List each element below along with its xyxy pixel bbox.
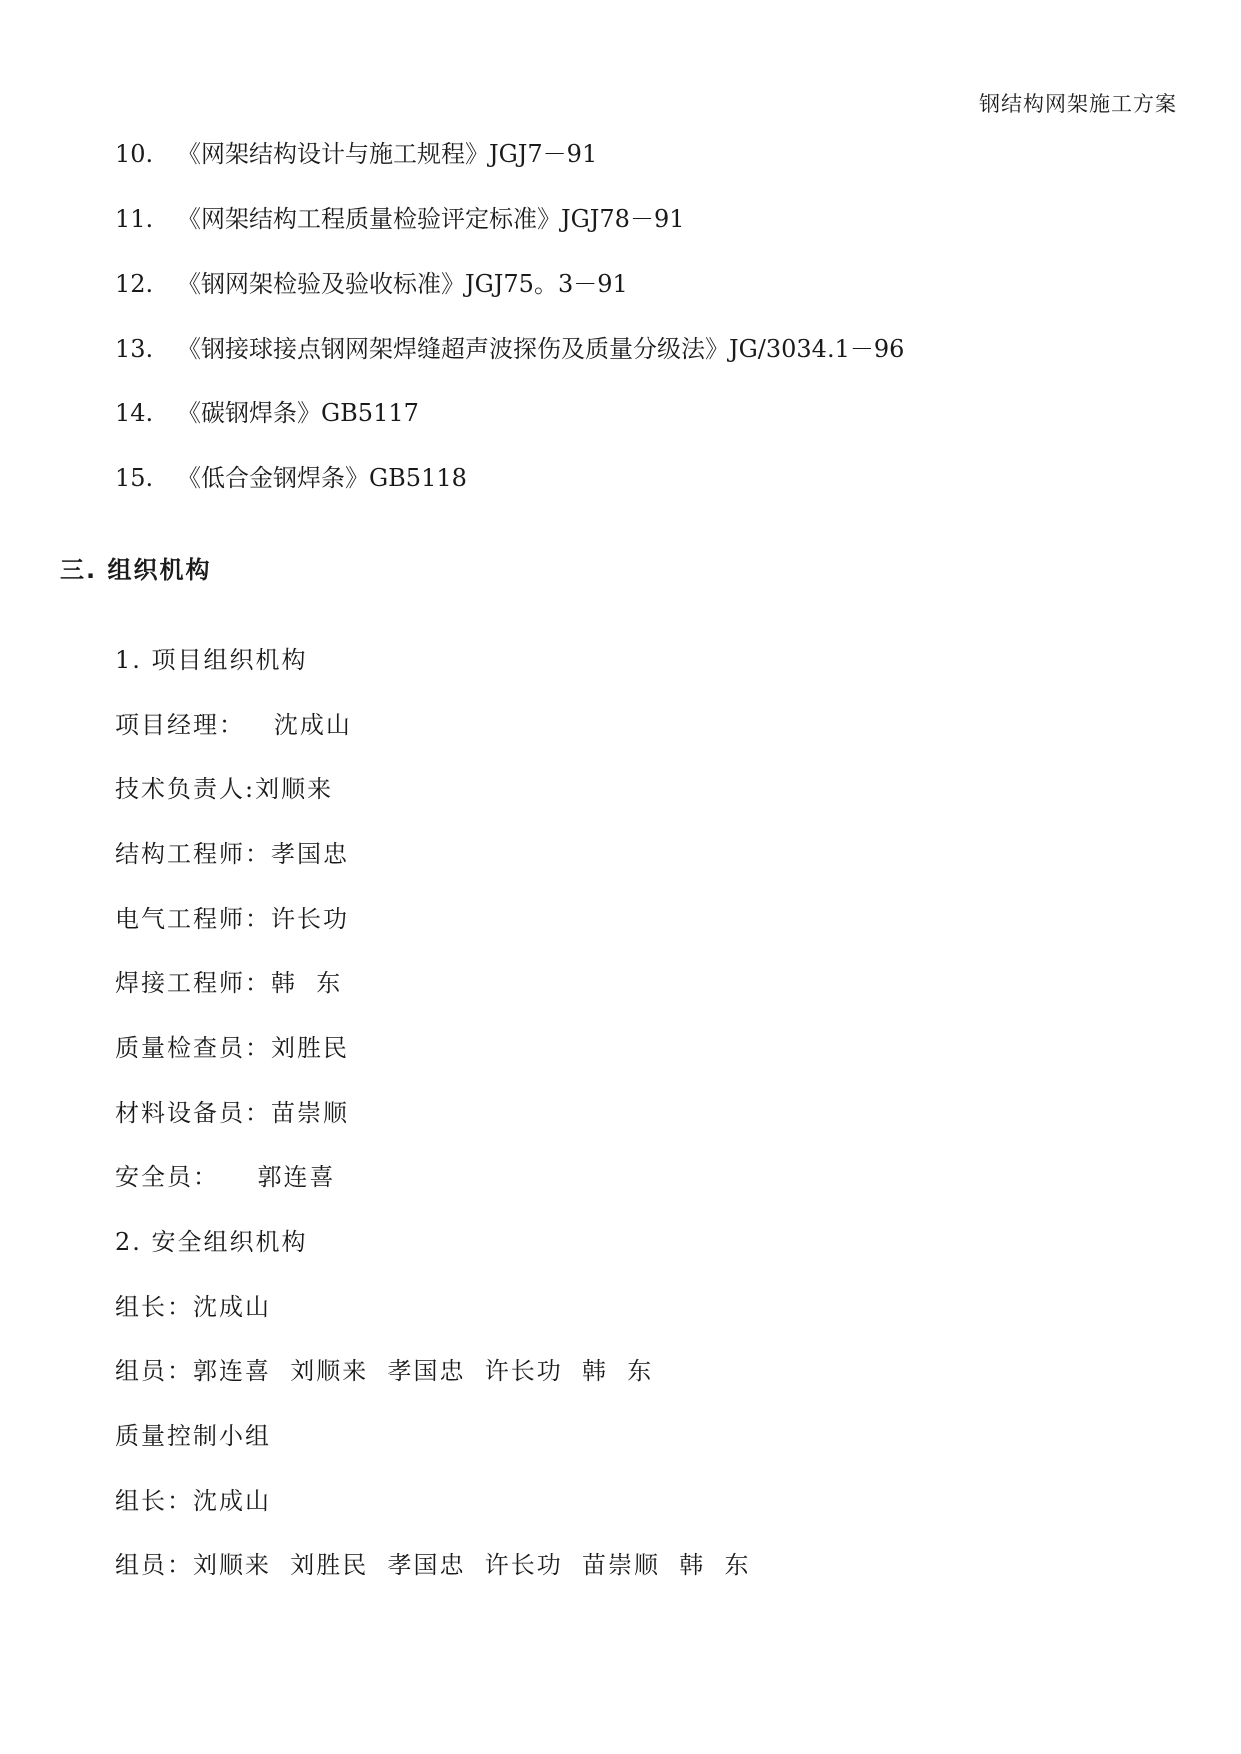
reference-item (115, 199, 685, 234)
section-heading: 三. 组织机构 (60, 556, 212, 584)
org-entry: 电气工程师：许长功 (115, 905, 349, 933)
subsection-heading: 质量控制小组 (115, 1422, 271, 1450)
org-entry: 组员：郭连喜 刘顺来 孝国忠 许长功 韩 东 (115, 1357, 654, 1385)
reference-item (115, 393, 419, 428)
reference-number: 13. (115, 335, 154, 363)
org-entry: 组长：沈成山 (115, 1293, 271, 1321)
reference-item (115, 329, 904, 364)
reference-item (115, 458, 467, 493)
org-entry: 组长：沈成山 (115, 1487, 271, 1515)
reference-text: 《网架结构工程质量检验评定标准》JGJ78－91 (177, 205, 685, 233)
reference-text: 《钢网架检验及验收标准》JGJ75。3－91 (177, 270, 628, 298)
reference-text: 《碳钢焊条》GB5117 (177, 399, 419, 427)
reference-number: 11. (115, 205, 154, 233)
org-entry: 结构工程师：孝国忠 (115, 840, 349, 868)
reference-text: 《网架结构设计与施工规程》JGJ7－91 (177, 140, 598, 168)
org-entry: 焊接工程师：韩 东 (115, 969, 343, 997)
reference-number: 12. (115, 270, 154, 298)
reference-text: 《低合金钢焊条》GB5118 (177, 464, 467, 492)
org-entry: 组员：刘顺来 刘胜民 孝国忠 许长功 苗崇顺 韩 东 (115, 1551, 751, 1579)
reference-item (115, 264, 628, 299)
reference-number: 15. (115, 464, 154, 492)
org-entry: 质量检查员：刘胜民 (115, 1034, 349, 1062)
org-entry: 技术负责人:刘顺来 (115, 775, 334, 803)
org-entry: 安全员： 郭连喜 (115, 1163, 336, 1191)
org-entry: 材料设备员：苗崇顺 (115, 1099, 349, 1127)
org-entry: 项目经理： 沈成山 (115, 711, 352, 739)
reference-number: 10. (115, 140, 154, 168)
subsection-heading: 1. 项目组织机构 (115, 646, 308, 674)
running-header: 钢结构网架施工方案 (979, 92, 1177, 116)
reference-item (115, 134, 597, 169)
reference-number: 14. (115, 399, 154, 427)
reference-text: 《钢接球接点钢网架焊缝超声波探伤及质量分级法》JG/3034.1－96 (177, 335, 905, 363)
subsection-heading: 2. 安全组织机构 (115, 1228, 308, 1256)
